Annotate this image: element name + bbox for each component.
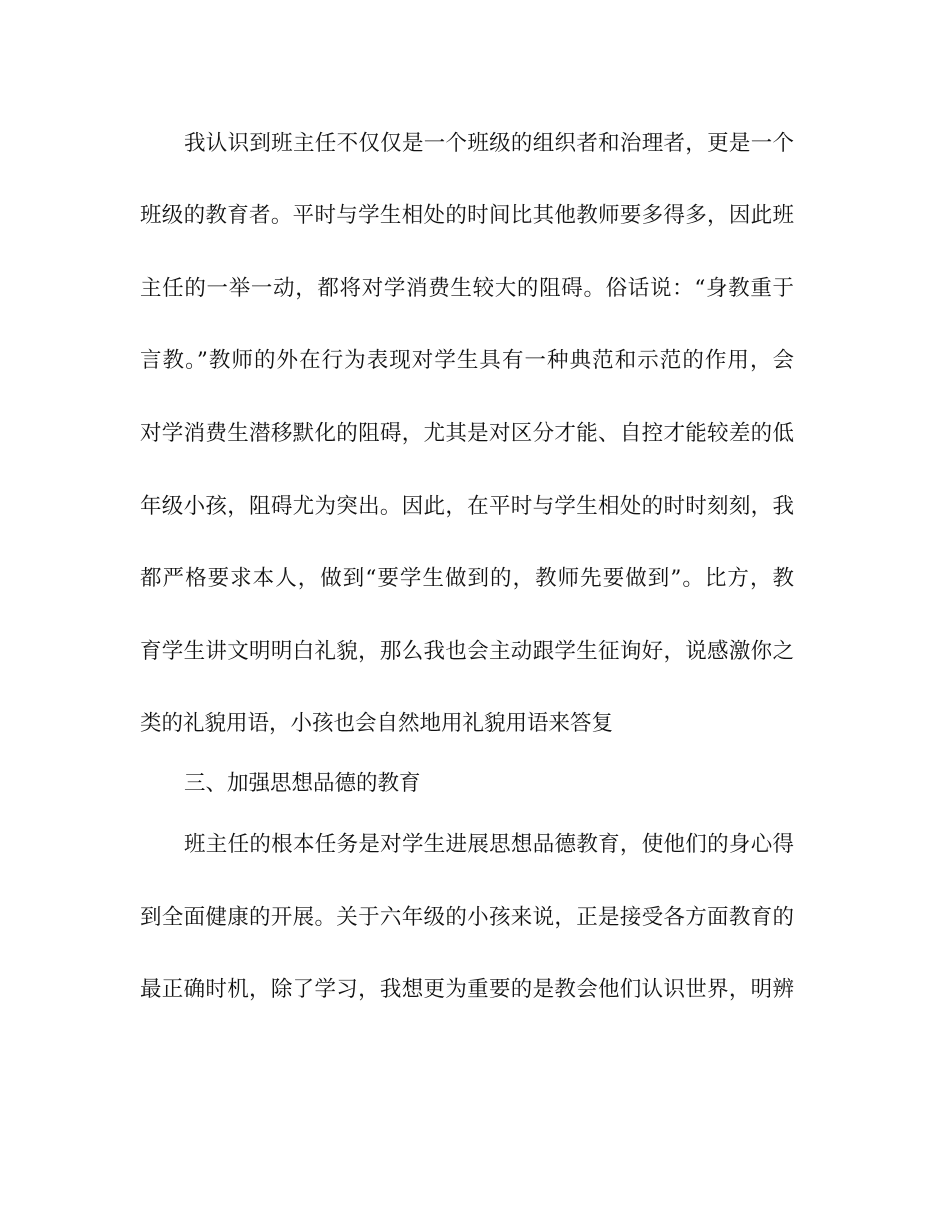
paragraph-2-line-1: 班主任的根本任务是对学生进展思想品德教育，使他们的身心得 bbox=[184, 832, 794, 857]
paragraph-1-line-5: 对学消费生潜移默化的阻碍，尤其是对区分才能、自控才能较差的低 bbox=[140, 421, 794, 446]
paragraph-1-line-3: 主任的一举一动，都将对学消费生较大的阻碍。俗话说：“身教重于 bbox=[140, 276, 794, 301]
paragraph-1-line-6: 年级小孩，阻碍尤为突出。因此，在平时与学生相处的时时刻刻，我 bbox=[140, 494, 794, 519]
paragraph-1-line-2: 班级的教育者。平时与学生相处的时间比其他教师要多得多，因此班 bbox=[140, 203, 794, 228]
paragraph-2-line-2: 到全面健康的开展。关于六年级的小孩来说，正是接受各方面教育的 bbox=[140, 905, 794, 930]
section-heading: 三、加强思想品德的教育 bbox=[184, 771, 421, 796]
paragraph-1-line-8: 育学生讲文明明白礼貌，那么我也会主动跟学生征询好，说感激你之 bbox=[140, 639, 794, 664]
paragraph-1-line-4: 言教。”教师的外在行为表现对学生具有一种典范和示范的作用，会 bbox=[140, 348, 794, 373]
paragraph-1-line-9: 类的礼貌用语，小孩也会自然地用礼貌用语来答复 bbox=[140, 711, 614, 736]
paragraph-2-line-3: 最正确时机，除了学习，我想更为重要的是教会他们认识世界，明辨 bbox=[140, 977, 794, 1002]
paragraph-1-line-7: 都严格要求本人，做到“要学生做到的，教师先要做到”。比方，教 bbox=[140, 566, 794, 591]
paragraph-1-line-1: 我认识到班主任不仅仅是一个班级的组织者和治理者，更是一个 bbox=[184, 131, 794, 156]
